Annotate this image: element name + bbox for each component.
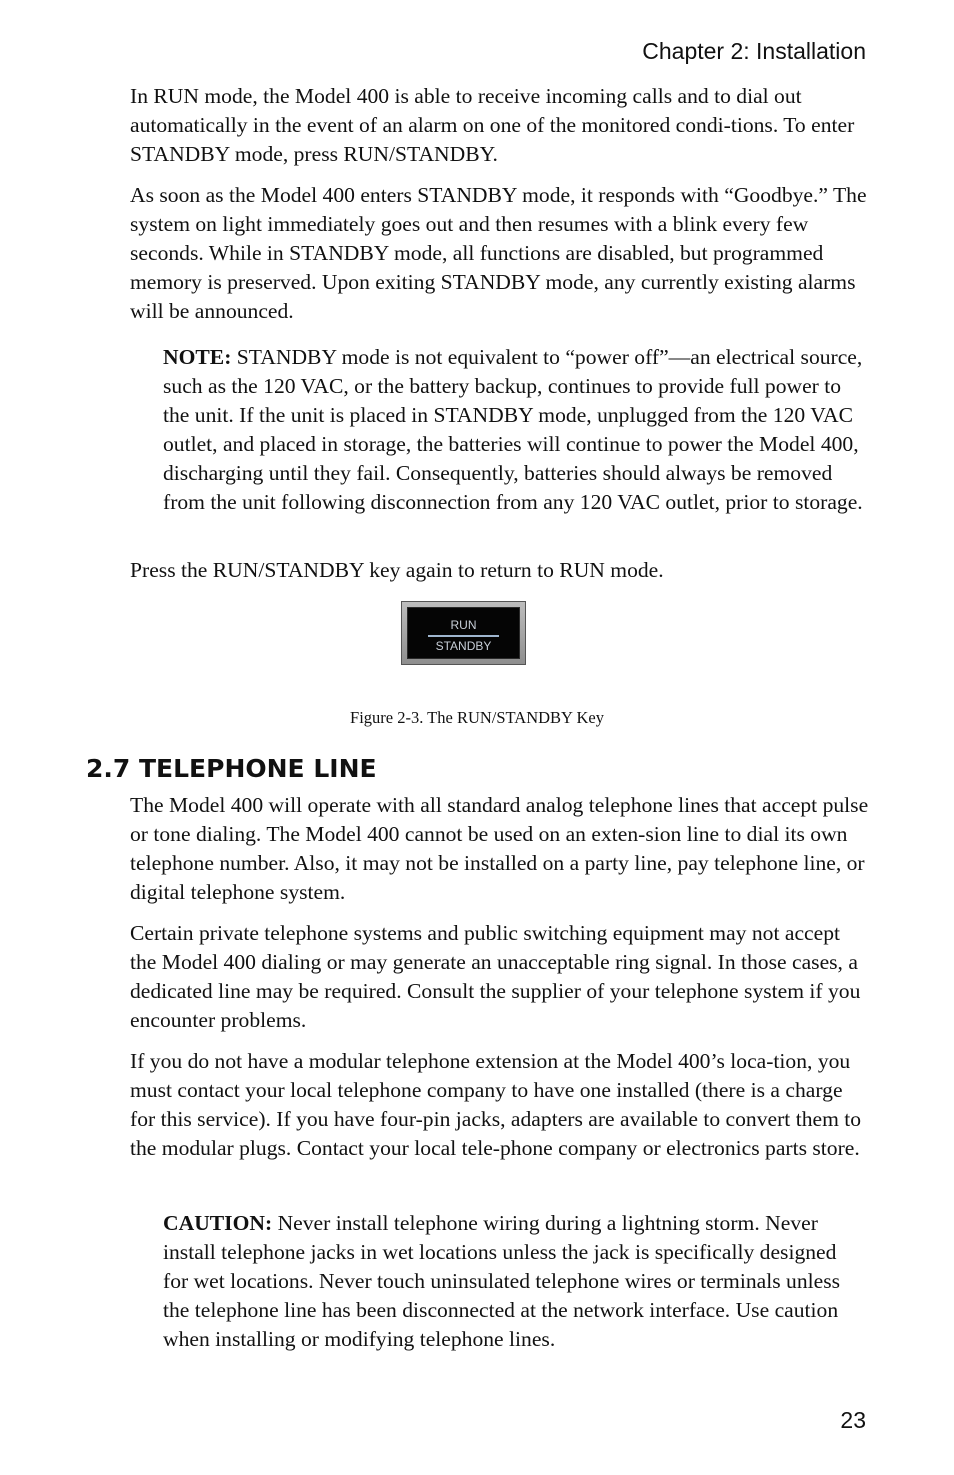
paragraph-private-systems: Certain private telephone systems and public switching equipment may not accept the Model 400 dialing or may generate an unacceptable ring signal. In those cases, a dedicated line may be required. Consult the supplier of your telephone system if you encounter problems.	[130, 921, 861, 1032]
note-label: NOTE:	[163, 345, 232, 369]
caution-label: CAUTION:	[163, 1211, 273, 1235]
page-number: 23	[840, 1407, 866, 1433]
note-text: STANDBY mode is not equivalent to “power off”—an electrical source, such as the 120 VAC, or the battery backup, continues to provide full power to the unit. If the unit is placed in STANDBY mode, unplugged from the 120 VAC outlet, and placed in storage, the batteries will continue to power the Model 400, discharging until they fail. Consequently, batteries should always be removed from the unit following disconnection from any 120 VAC outlet, prior to storage.	[163, 345, 863, 514]
paragraph-run-mode: In RUN mode, the Model 400 is able to receive incoming calls and to dial out automatically in the event of an alarm on one of the monitored condi-tions. To enter STANDBY mode, press RUN/STANDBY.	[130, 84, 855, 166]
run-standby-key-figure	[401, 601, 526, 665]
paragraph-telephone-lines: The Model 400 will operate with all standard analog telephone lines that accept pulse or tone dialing. The Model 400 cannot be used on an exten-sion line to dial its own telephone number. Also, it may not be installed on a party line, pay telephone line, or digital telephone system.	[130, 793, 869, 904]
paragraph-modular-extension: If you do not have a modular telephone extension at the Model 400’s loca-tion, you must contact your local telephone company to have one installed (there is a charge for this service). If you have four-pin jacks, adapters are available to convert them to the modular plugs. Contact your local tele-phone company or electronics parts store.	[130, 1049, 862, 1160]
caution-block	[163, 1209, 843, 1354]
key-run-label: RUN	[450, 618, 477, 632]
paragraph-return-run: Press the RUN/STANDBY key again to return to RUN mode.	[130, 558, 664, 582]
key-standby-label: STANDBY	[435, 639, 492, 653]
section-heading: 2.7 TELEPHONE LINE	[86, 754, 377, 783]
figure-caption: Figure 2-3. The RUN/STANDBY Key	[350, 708, 604, 727]
running-head: Chapter 2: Installation	[642, 38, 866, 64]
caution-text: Never install telephone wiring during a lightning storm. Never install telephone jacks in wet locations unless the jack is specifically designed for wet locations. Never touch uninsulated telephone wires or terminals unless the telephone line has been disconnected at the network interface. Use caution when installing or modifying telephone lines.	[163, 1211, 841, 1351]
paragraph-standby-mode: As soon as the Model 400 enters STANDBY mode, it responds with “Goodbye.” The system on light immediately goes out and then resumes with a blink every few seconds. While in STANDBY mode, all functions are disabled, but programmed memory is preserved. Upon exiting STANDBY mode, any currently existing alarms will be announced.	[130, 183, 867, 323]
key-face	[407, 607, 520, 659]
note-block	[163, 343, 863, 517]
key-divider	[428, 635, 499, 637]
